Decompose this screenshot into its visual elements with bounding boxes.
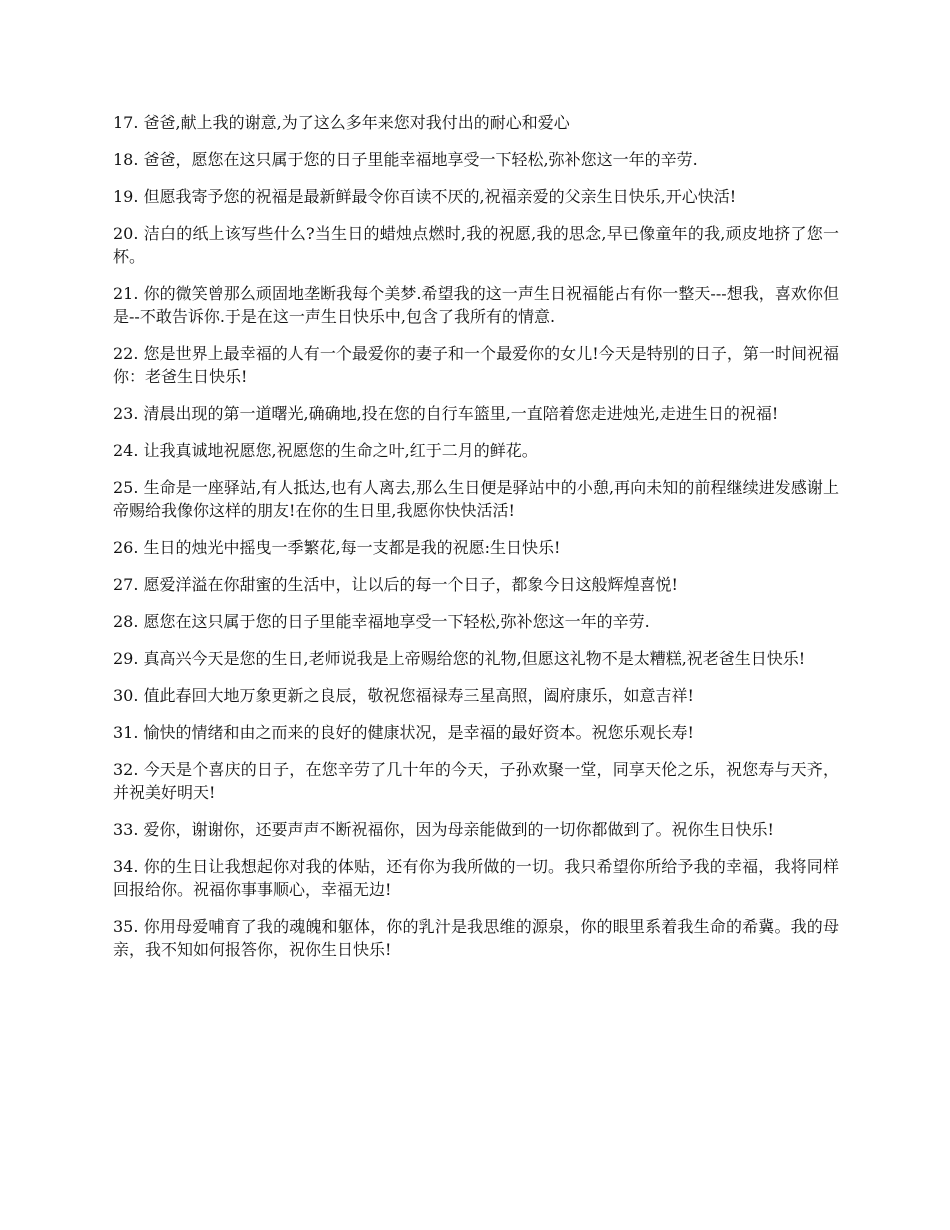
paragraph-31: 31. 愉快的情绪和由之而来的良好的健康状况，是幸福的最好资本。祝您乐观长寿! (113, 723, 694, 742)
paragraph-35: 35. 你用母爱哺育了我的魂魄和躯体，你的乳汁是我思维的源泉，你的眼里系着我生命的希冀。我的母亲，我不知如何报答你，祝你生日快乐! (113, 917, 839, 959)
paragraph-22: 22. 您是世界上最幸福的人有一个最爱你的妻子和一个最爱你的女儿!今天是特别的日子，第一时间祝福你：老爸生日快乐! (113, 344, 839, 386)
paragraph-34: 34. 你的生日让我想起你对我的体贴，还有你为我所做的一切。我只希望你所给予我的幸福，我将同样回报给你。祝福你事事顺心，幸福无边! (113, 857, 839, 899)
paragraph-27: 27. 愿爱洋溢在你甜蜜的生活中，让以后的每一个日子，都象今日这般辉煌喜悦! (113, 575, 678, 594)
paragraph-19: 19. 但愿我寄予您的祝福是最新鲜最令你百读不厌的,祝福亲爱的父亲生日快乐,开心快活! (113, 187, 737, 206)
paragraph-24: 24. 让我真诚地祝愿您,祝愿您的生命之叶,红于二月的鲜花。 (113, 441, 538, 460)
paragraph-17: 17. 爸爸,献上我的谢意,为了这么多年来您对我付出的耐心和爱心 (113, 113, 570, 132)
paragraph-23: 23. 清晨出现的第一道曙光,确确地,投在您的自行车篮里,一直陪着您走进烛光,走进生日的祝福! (113, 404, 779, 423)
paragraph-25: 25. 生命是一座驿站,有人抵达,也有人离去,那么生日便是驿站中的小憩,再向未知的前程继续进发感谢上帝赐给我像你这样的朋友!在你的生日里,我愿你快快活活! (113, 478, 839, 520)
paragraph-21: 21. 你的微笑曾那么顽固地垄断我每个美梦.希望我的这一声生日祝福能占有你一整天---想我，喜欢你但是--不敢告诉你.于是在这一声生日快乐中,包含了我所有的情意. (113, 284, 839, 326)
paragraph-18: 18. 爸爸，愿您在这只属于您的日子里能幸福地享受一下轻松,弥补您这一年的辛劳. (113, 150, 698, 169)
document-body (113, 111, 839, 975)
paragraph-28: 28. 愿您在这只属于您的日子里能幸福地享受一下轻松,弥补您这一年的辛劳. (113, 612, 650, 631)
paragraph-32: 32. 今天是个喜庆的日子，在您辛劳了几十年的今天，子孙欢聚一堂，同享天伦之乐，祝您寿与天齐，并祝美好明天! (113, 760, 839, 802)
paragraph-30: 30. 值此春回大地万象更新之良辰，敬祝您福禄寿三星高照，阖府康乐，如意吉祥! (113, 686, 694, 705)
paragraph-29: 29. 真高兴今天是您的生日,老师说我是上帝赐给您的礼物,但愿这礼物不是太糟糕,祝老爸生日快乐! (113, 649, 806, 668)
paragraph-20: 20. 洁白的纸上该写些什么?当生日的蜡烛点燃时,我的祝愿,我的思念,早已像童年的我,顽皮地挤了您一杯。 (113, 224, 839, 266)
paragraph-33: 33. 爱你，谢谢你，还要声声不断祝福你，因为母亲能做到的一切你都做到了。祝你生日快乐! (113, 820, 774, 839)
paragraph-26: 26. 生日的烛光中摇曳一季繁花,每一支都是我的祝愿:生日快乐! (113, 538, 561, 557)
